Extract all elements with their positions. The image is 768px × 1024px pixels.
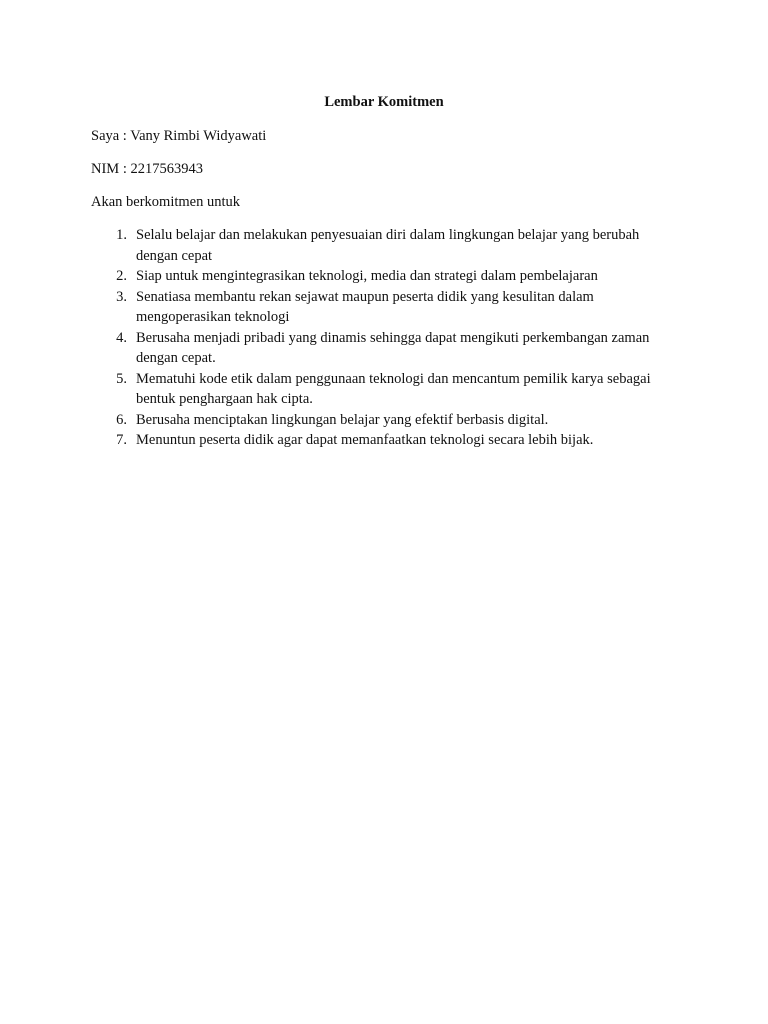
commitment-text-line: dengan cepat. (136, 350, 216, 366)
commitment-text-line: dengan cepat (136, 247, 213, 264)
commitment-item (91, 328, 691, 369)
commitment-text-line: Selalu belajar dan melakukan penyesuaian diri dalam lingkungan belajar yang berubah (136, 227, 640, 243)
commitment-item (91, 410, 691, 431)
commitment-text-line: Menuntun peserta didik agar dapat memanfaatkan teknologi secara lebih bijak. (136, 432, 594, 448)
document-title: Lembar Komitmen (324, 94, 444, 110)
intro-line: Akan berkomitmen untuk (91, 194, 241, 210)
commitment-text-line: bentuk penghargaan hak cipta. (136, 391, 313, 407)
commitment-number: 3. (116, 288, 127, 305)
commitment-number: 4. (116, 329, 127, 346)
commitment-text-line: Berusaha menjadi pribadi yang dinamis sehingga dapat mengikuti perkembangan zaman (136, 329, 650, 346)
commitment-number: 5. (116, 370, 127, 387)
commitment-text-line: Senatiasa membantu rekan sejawat maupun peserta didik yang kesulitan dalam (136, 288, 594, 305)
name-line: Saya : Vany Rimbi Widyawati (91, 128, 267, 144)
commitment-number: 7. (116, 432, 127, 448)
nim-line: NIM : 2217563943 (91, 161, 203, 177)
commitment-number: 6. (116, 411, 127, 428)
commitment-text-line: Berusaha menciptakan lingkungan belajar yang efektif berbasis digital. (136, 411, 549, 428)
commitment-item (91, 225, 691, 266)
commitment-item (91, 369, 691, 410)
commitment-text-line: Siap untuk mengintegrasikan teknologi, media dan strategi dalam pembelajaran (136, 268, 598, 284)
commitment-item (91, 266, 691, 287)
commitment-number: 1. (116, 227, 127, 243)
commitment-item (91, 430, 691, 451)
commitment-number: 2. (116, 268, 127, 284)
commitment-item (91, 287, 691, 328)
commitment-text-line: Mematuhi kode etik dalam penggunaan teknologi dan mencantum pemilik karya sebagai (136, 370, 651, 387)
commitment-list (91, 225, 691, 451)
commitment-text-line: mengoperasikan teknologi (136, 309, 290, 325)
